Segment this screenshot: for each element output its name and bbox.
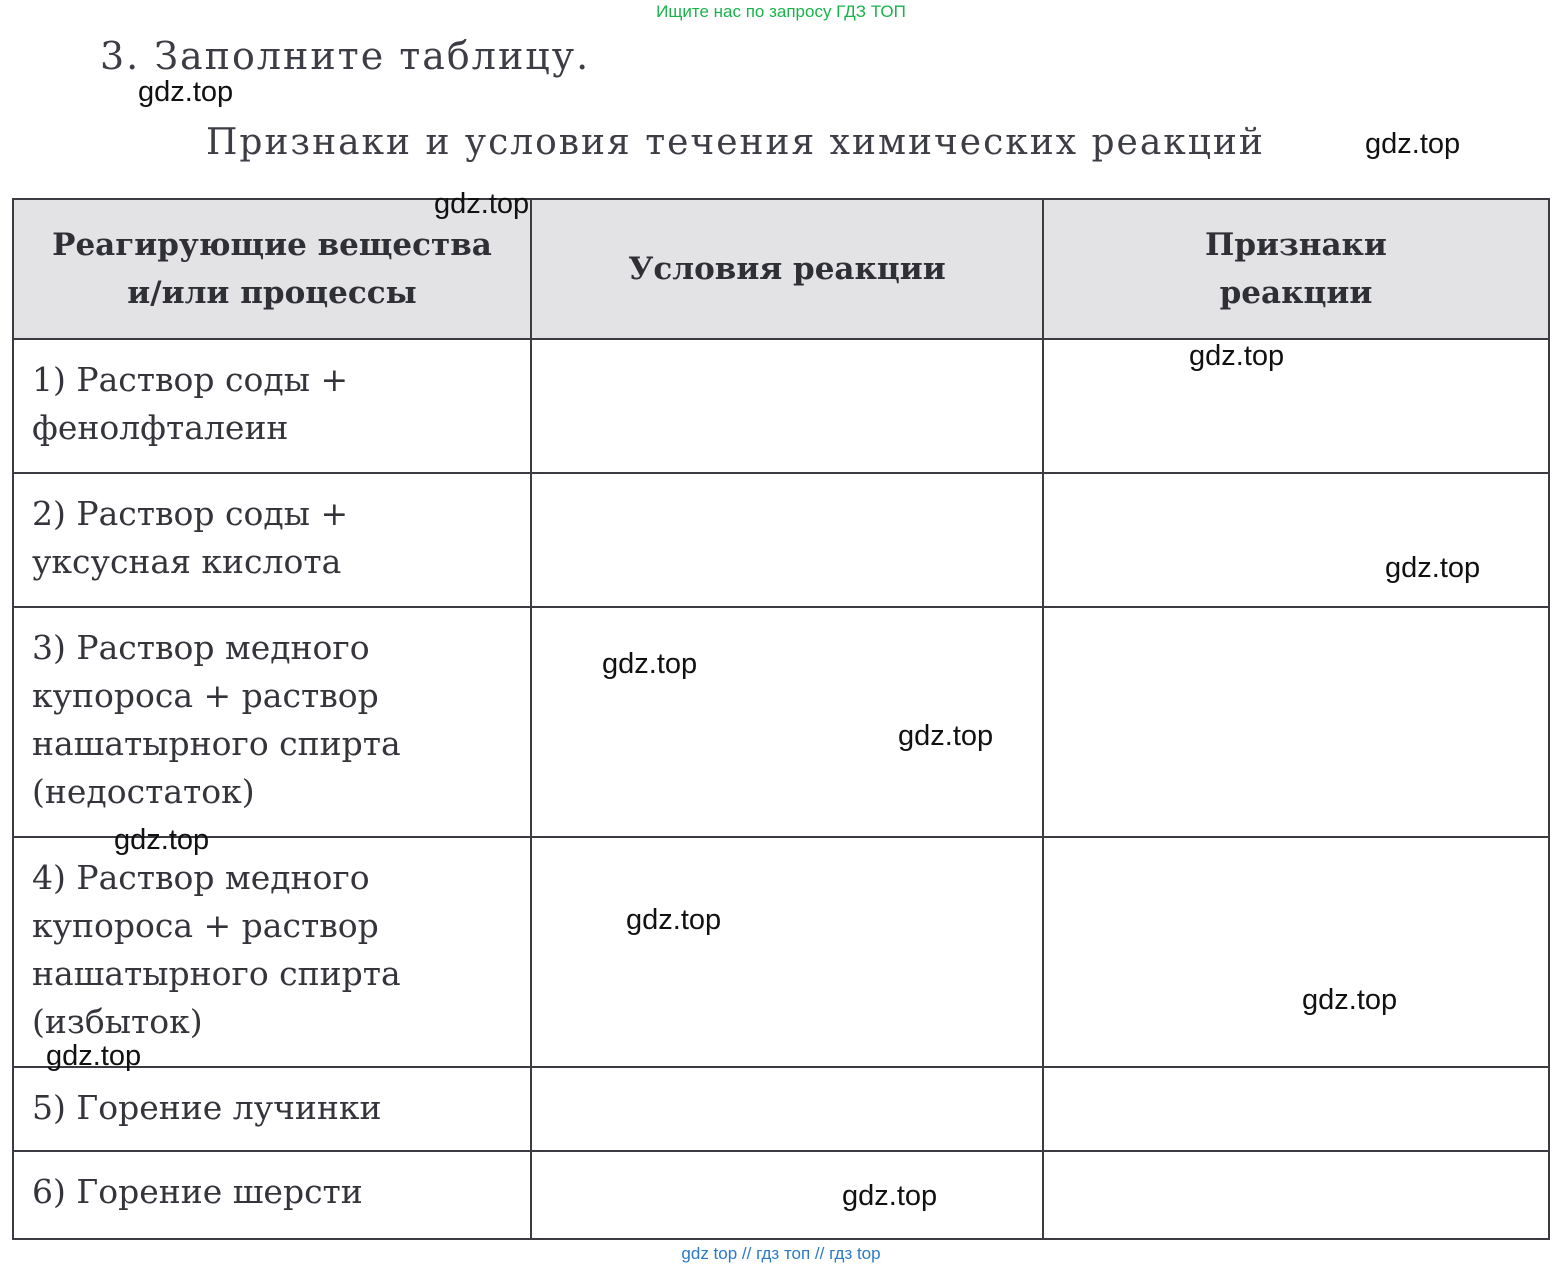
task-title: 3. Заполните таблицу.	[100, 34, 591, 78]
substance-cell	[13, 1067, 531, 1151]
watermark: gdz.top	[898, 720, 994, 752]
header-substances-line1: Реагирующие вещества	[52, 227, 492, 263]
watermark: gdz.top	[1302, 984, 1398, 1016]
conditions-cell[interactable]	[531, 1067, 1043, 1151]
substance-line: купороса + раствор	[32, 906, 379, 945]
substance-line: (избыток)	[32, 1002, 203, 1041]
substance-line: (недостаток)	[32, 772, 255, 811]
signs-cell[interactable]	[1043, 1067, 1549, 1151]
substance-line: купороса + раствор	[32, 676, 379, 715]
substance-line: уксусная кислота	[32, 542, 342, 581]
substance-line: 2) Раствор соды +	[32, 494, 349, 533]
top-banner[interactable]: Ищите нас по запросу ГДЗ ТОП	[656, 2, 906, 21]
header-conditions-label: Условия реакции	[628, 251, 946, 287]
substance-cell	[13, 473, 531, 607]
substance-cell	[13, 1151, 531, 1239]
conditions-cell[interactable]	[531, 339, 1043, 473]
table-caption: Признаки и условия течения химических реакций	[206, 122, 1265, 163]
header-signs	[1043, 199, 1549, 339]
table-row	[13, 607, 1549, 837]
watermark: gdz.top	[1189, 340, 1285, 372]
substance-cell	[13, 607, 531, 837]
watermark: gdz.top	[626, 904, 722, 936]
watermark: gdz.top	[138, 76, 234, 108]
watermark: gdz.top	[602, 648, 698, 680]
substance-line: 5) Горение лучинки	[32, 1088, 382, 1127]
table-row	[13, 473, 1549, 607]
conditions-cell[interactable]	[531, 1151, 1043, 1239]
header-signs-line2: реакции	[1219, 275, 1373, 311]
substance-cell	[13, 339, 531, 473]
signs-cell[interactable]	[1043, 1151, 1549, 1239]
reactions-table	[12, 198, 1550, 1240]
footer-links[interactable]: gdz top // гдз топ // гдз top	[681, 1244, 881, 1263]
substance-line: 6) Горение шерсти	[32, 1172, 363, 1211]
watermark: gdz.top	[1385, 552, 1481, 584]
signs-cell[interactable]	[1043, 339, 1549, 473]
substance-cell	[13, 837, 531, 1067]
header-substances	[13, 199, 531, 339]
watermark: gdz.top	[46, 1040, 142, 1072]
header-conditions	[531, 199, 1043, 339]
watermark: gdz.top	[434, 188, 530, 220]
conditions-cell[interactable]	[531, 473, 1043, 607]
table-row	[13, 837, 1549, 1067]
watermark: gdz.top	[1365, 128, 1461, 160]
substance-line: 1) Раствор соды +	[32, 360, 349, 399]
watermark: gdz.top	[114, 824, 210, 856]
header-substances-line2: и/или процессы	[127, 275, 417, 311]
table-row	[13, 1151, 1549, 1239]
substance-line: 3) Раствор медного	[32, 628, 370, 667]
conditions-cell[interactable]	[531, 837, 1043, 1067]
substance-line: фенолфталеин	[32, 408, 289, 447]
signs-cell[interactable]	[1043, 837, 1549, 1067]
signs-cell[interactable]	[1043, 473, 1549, 607]
substance-line: нашатырного спирта	[32, 954, 401, 993]
table-header-row	[13, 199, 1549, 339]
table-row	[13, 1067, 1549, 1151]
signs-cell[interactable]	[1043, 607, 1549, 837]
watermark: gdz.top	[842, 1180, 938, 1212]
substance-line: 4) Раствор медного	[32, 858, 370, 897]
substance-line: нашатырного спирта	[32, 724, 401, 763]
table-row	[13, 339, 1549, 473]
header-signs-line1: Признаки	[1205, 227, 1387, 263]
